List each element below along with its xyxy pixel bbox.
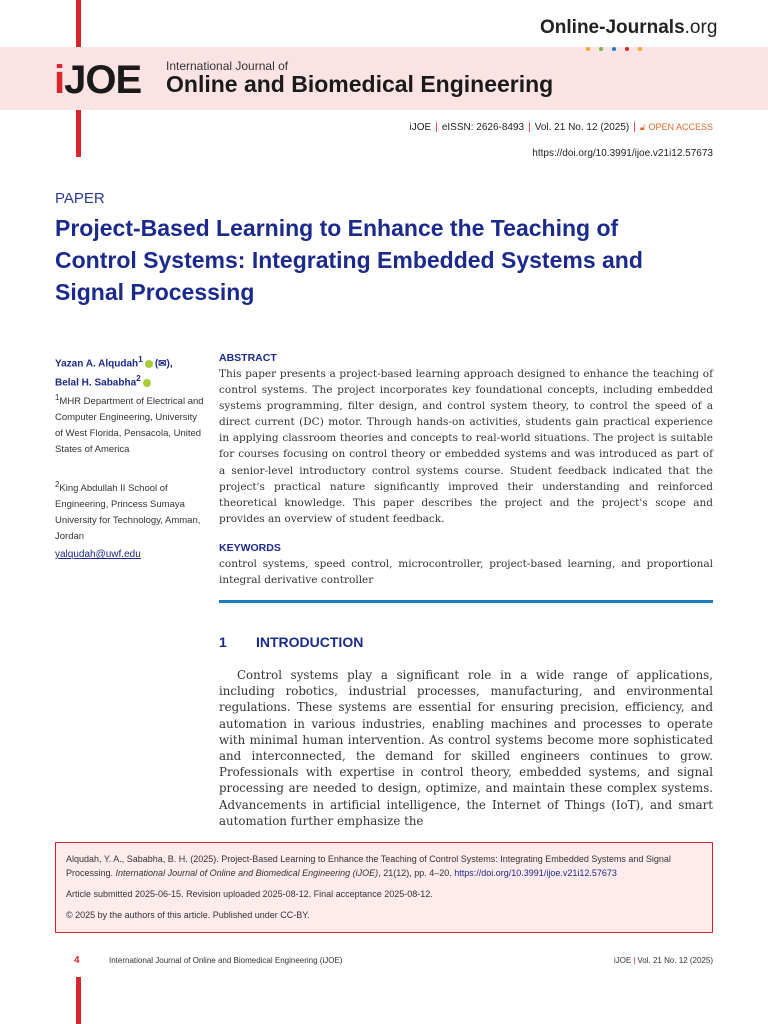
orcid-icon[interactable] (145, 360, 153, 368)
author-1-name[interactable]: Yazan A. Alqudah (55, 358, 139, 370)
page-number: 4 (74, 955, 80, 966)
affiliation-2-sup: 2 (55, 480, 60, 489)
intro-title: INTRODUCTION (256, 634, 364, 650)
citation-doi-link[interactable]: https://doi.org/10.3991/ijoe.v21i12.57673 (454, 867, 617, 878)
site-name[interactable] (540, 17, 717, 39)
site-name-bold: Online-Journals (540, 17, 685, 38)
logo-dot (625, 47, 629, 51)
abstract-text: This paper presents a project-based learning approach designed to enhance the teaching of control systems. The project incorporates key foundational concepts, including embedded systems programming, filter design, and control system theory, to control the speed of a direct current (DC) motor. Through hands-on activities, students gain practical experience in applying classroom theories and concepts to real-world situations. The project is suitable for courses focusing on control theory or embedded systems and was introduced as part of a senior-level introductory control systems course. Student feedback indicated that the project's practical nature significantly improved their understanding and reinforced theoretical knowledge. This paper describes the project and the project's scope and provides an overview of student feedback. (219, 368, 713, 525)
citation-part-2: , 21(12), pp. 4–20. (378, 867, 455, 878)
intro-number: 1 (219, 634, 227, 650)
author-2-sup: 2 (136, 373, 141, 384)
meta-separator: | (633, 122, 636, 133)
open-access-label: OPEN ACCESS (648, 122, 713, 132)
open-access-icon: 🔓︎ (639, 122, 646, 132)
affiliation-1 (55, 390, 205, 458)
author-2-name[interactable]: Belal H. Sababha (55, 377, 137, 389)
meta-volume: Vol. 21 No. 12 (2025) (534, 122, 630, 133)
journal-logo (54, 56, 141, 104)
footer-journal: International Journal of Online and Biomedical Engineering (iJOE) (109, 956, 343, 965)
footer-right-volume: Vol. 21 No. 12 (2025) (637, 956, 713, 965)
doi-link[interactable]: https://doi.org/10.3991/ijoe.v21i12.57673 (532, 148, 713, 159)
footer-issue (614, 956, 713, 965)
author-1-paren-open: ( (154, 358, 159, 370)
footer-right-journal: iJOE (613, 956, 632, 965)
logo-dot (599, 47, 603, 51)
affiliation-2 (55, 477, 205, 545)
author-1-sup: 1 (138, 354, 143, 364)
logo-i: i (54, 58, 65, 102)
journal-name-prefix: International Journal of (166, 59, 289, 73)
citation-dates: Article submitted 2025-06-15. Revision uploaded 2025-08-12. Final acceptance 2025-08-12. (66, 889, 433, 899)
citation-part-1: Alqudah, Y. A., Sababha, B. H. (2025). Project-Based Learning to Enhance the Teaching of Control Systems: Integrating Embedded Systems and Signal Processing. (66, 854, 671, 878)
site-name-suffix: .org (684, 17, 718, 38)
abstract-heading: ABSTRACT (219, 352, 277, 364)
affiliation-2-text: King Abdullah II School of Engineering, Princess Sumaya University for Technology, Amman, Jordan (55, 483, 201, 543)
affiliation-1-text: MHR Department of Electrical and Computer Engineering, University of West Florida, Pensacola, United States of America (55, 396, 204, 456)
footer-separator: | (633, 956, 636, 965)
orcid-icon[interactable] (143, 379, 151, 387)
intro-paragraph: Control systems play a significant role in a wide range of applications, including robotics, industrial processes, manufacturing, and environmental regulations. These systems are essential for ensuring precision, efficiency, and automation in various industries, enabling machines and processes to operate with minimal human intervention. As control systems become more sophisticated and interconnected, the demand for skilled engineers continues to grow. Professionals with expertise in control theory, embedded systems, and signal processing are needed to design, optimize, and maintain these complex systems. Advancements in artificial intelligence, the Internet of Things (IoT), and smart automation further emphasize the (219, 668, 713, 828)
meta-issn: eISSN: 2626-8493 (441, 122, 525, 133)
citation-license: © 2025 by the authors of this article. Published under CC-BY. (66, 910, 310, 920)
logo-joe: JOE (64, 58, 142, 102)
citation-text (66, 853, 702, 880)
email-envelope-icon[interactable]: ✉ (158, 358, 167, 370)
intro-heading (219, 634, 363, 650)
header-red-bar-top (76, 0, 81, 47)
logo-dot (638, 47, 642, 51)
affiliation-1-sup: 1 (55, 393, 60, 402)
journal-name: Online and Biomedical Engineering (166, 71, 554, 97)
meta-journal: iJOE (409, 122, 432, 133)
paper-title: Project-Based Learning to Enhance the Teaching of Control Systems: Integrating Embedded Systems and Signal Processing (55, 215, 643, 305)
keywords-heading: KEYWORDS (219, 542, 281, 554)
meta-separator: | (435, 122, 438, 133)
issue-meta (410, 122, 713, 133)
author-1-paren-close: ), (166, 358, 173, 370)
logo-dot (612, 47, 616, 51)
citation-journal: International Journal of Online and Biomedical Engineering (iJOE) (115, 867, 379, 878)
header-red-bar-bottom (76, 110, 81, 157)
authors-block (55, 352, 205, 391)
keywords-text: control systems, speed control, microcontroller, project-based learning, and proportional integral derivative controller (219, 558, 713, 587)
intro-text (219, 667, 713, 829)
meta-separator: | (528, 122, 531, 133)
paper-type-label: PAPER (55, 190, 105, 207)
logo-dot (586, 47, 590, 51)
footer-red-bar (76, 977, 81, 1024)
section-divider (219, 600, 713, 603)
corresponding-email-link[interactable]: yalqudah@uwf.edu (55, 549, 141, 560)
site-logo-dots (586, 38, 651, 56)
